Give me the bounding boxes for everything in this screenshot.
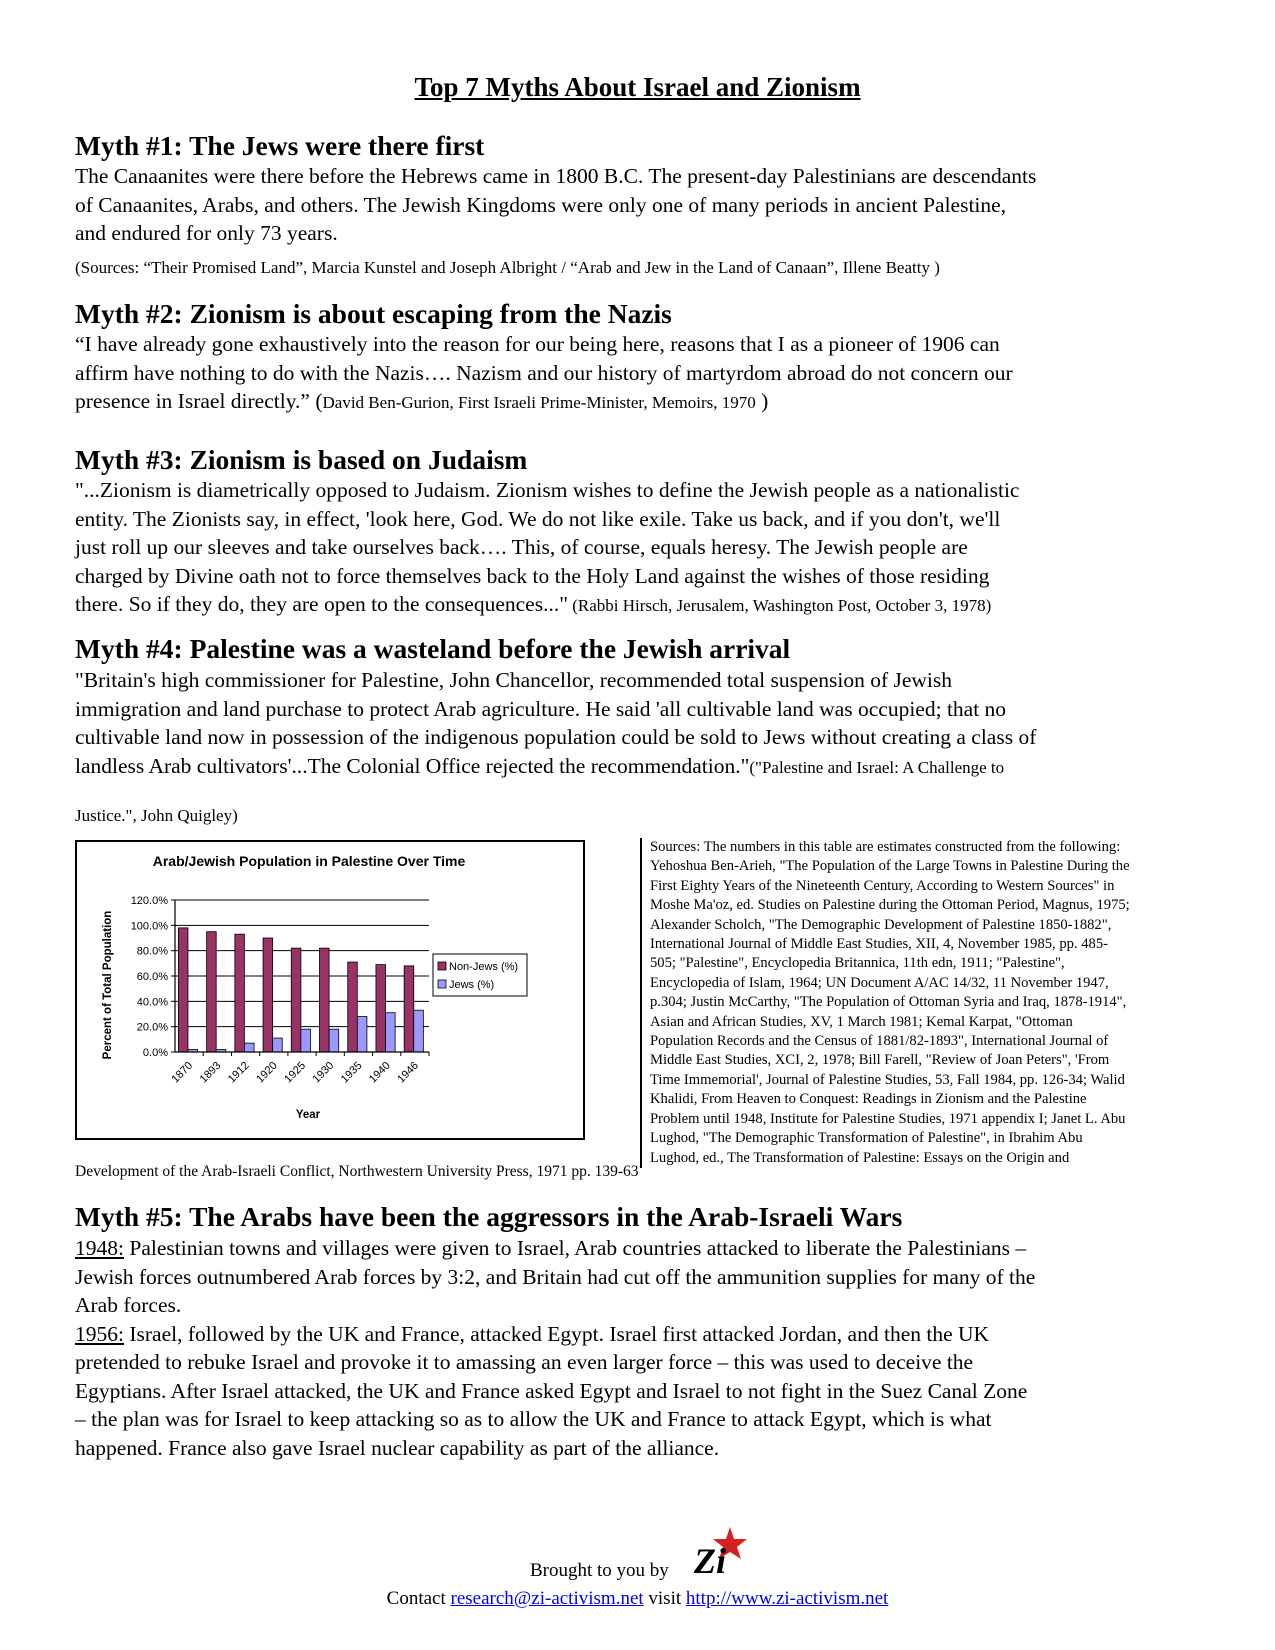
chart-bar: [207, 932, 217, 1052]
chart-x-tick-label: 1935: [338, 1059, 365, 1086]
logo-text: Zi: [694, 1541, 726, 1577]
myth3-line: entity. The Zionists say, in effect, 'look here, God. We do not like exile. Take us back, and if you don't, we'll: [75, 506, 1001, 531]
chart-x-tick-label: 1930: [310, 1059, 337, 1086]
myth5-heading: Myth #5: The Arabs have been the aggressors in the Arab-Israeli Wars: [75, 1201, 903, 1232]
myth1-line: The Canaanites were there before the Hebrews came in 1800 B.C. The present-day Palestinians are descendants: [75, 164, 1037, 188]
chart-bar: [178, 928, 188, 1052]
sources-line: Lughod, "The Demographic Transformation of Palestine", in Ibrahim Abu: [650, 1130, 1083, 1147]
myth3-line: charged by Divine oath not to force themselves back to the Holy Land against the wishes of those residing: [75, 563, 990, 588]
chart-legend-swatch: [438, 962, 446, 970]
population-chart: [75, 840, 585, 1140]
chart-y-tick-label: 80.0%: [136, 945, 168, 958]
sources-line: Lughod, ed., The Transformation of Palestine: Essays on the Origin and: [650, 1149, 1070, 1166]
sources-line: Problem until 1948, Institute for Palestine Studies, 1971 appendix I; Janet L. Abu: [650, 1110, 1126, 1127]
myth5-1956-first-line: [75, 1320, 1175, 1349]
sources-line: Yehoshua Ben-Arieh, "The Population of the Large Towns in Palestine During the: [650, 858, 1130, 875]
chart-x-tick-label: 1925: [282, 1059, 309, 1086]
sources-line: Moshe Ma'oz, ed. Studies on Palestine during the Ottoman Period, Magnus, 1975;: [650, 897, 1130, 914]
myth2-line: “I have already gone exhaustively into the reason for our being here, reasons that I as a pioneer of 1906 can: [75, 332, 1000, 356]
year-1956-label: 1956:: [75, 1321, 124, 1346]
chart-legend-label: Jews (%): [449, 979, 495, 991]
chart-x-tick-label: 1912: [225, 1059, 252, 1086]
chart-bar: [301, 1029, 311, 1052]
sources-line: Encyclopedia of Islam, 1964; UN Document A/AC 14/32, 11 November 1947,: [650, 974, 1109, 991]
chart-bar: [386, 1013, 396, 1052]
sources-line: First Eighty Years of the Nineteenth Century, According to Western Sources" in: [650, 877, 1115, 894]
myth4-citation-continued: Justice.", John Quigley): [75, 806, 238, 825]
visit-text: visit: [643, 1588, 686, 1609]
chart-y-tick-label: 120.0%: [130, 895, 168, 907]
chart-x-tick-label: 1920: [254, 1059, 280, 1086]
myth5-line: happened. France also gave Israel nuclear capability as part of the alliance.: [75, 1435, 720, 1460]
myth4-line: immigration and land purchase to protect Arab agriculture. He said 'all cultivable land was occupied; that no: [75, 696, 1007, 721]
chart-bar: [404, 966, 414, 1052]
chart-bars: [178, 928, 423, 1052]
chart-x-tick-label: 1940: [366, 1059, 393, 1086]
zi-logo-icon: [690, 1525, 752, 1577]
myth4-line-last: [75, 752, 1175, 783]
myth3-line: there. So if they do, they are open to the consequences...": [75, 592, 568, 616]
myth2-line-last: [75, 387, 1175, 418]
myth5-line: Israel, followed by the UK and France, attacked Egypt. Israel first attacked Jordan, and then the UK: [123, 1321, 990, 1346]
chart-y-tick-label: 40.0%: [136, 996, 168, 1009]
chart-bar: [376, 965, 386, 1052]
myth3-heading: Myth #3: Zionism is based on Judaism: [75, 444, 528, 475]
sources-line: Khalidi, From Heaven to Conquest: Readings in Zionism and the Palestine: [650, 1091, 1087, 1108]
myth1-body: [75, 162, 1175, 248]
chart-x-tick-label: 1870: [169, 1059, 196, 1086]
myth2-citation: David Ben-Gurion, First Israeli Prime-Minister, Memoirs, 1970: [322, 393, 756, 412]
chart-x-axis-label: Year: [295, 1109, 321, 1121]
contact-prefix: Contact: [386, 1588, 451, 1609]
myth2-heading: Myth #2: Zionism is about escaping from the Nazis: [75, 298, 672, 329]
chart-title: Arab/Jewish Population in Palestine Over Time: [152, 853, 466, 869]
website-link[interactable]: http://www.zi-activism.net: [685, 1588, 889, 1609]
sources-continuation: Development of the Arab-Israeli Conflict, Northwestern University Press, 1971 pp. 139-63: [75, 1163, 639, 1180]
chart-bar: [414, 1010, 424, 1052]
chart-bar: [263, 938, 273, 1052]
sources-line: p.304; Justin McCarthy, "The Population of Ottoman Syria and Iraq, 1878-1914",: [650, 994, 1127, 1011]
sources-line: Middle East Studies, XCI, 2, 1978; Bill Farell, "Review of Joan Peters", 'From: [650, 1052, 1110, 1069]
myth3-line-last: [75, 590, 1175, 621]
myth4-body: [75, 666, 1175, 782]
footer-contact: [0, 1588, 1275, 1610]
myth4-citation: ("Palestine and Israel: A Challenge to: [749, 757, 1005, 777]
chart-bar: [291, 948, 301, 1052]
chart-legend-swatch: [438, 980, 446, 988]
chart-x-tick-label: 1893: [197, 1059, 224, 1086]
myth4-line: "Britain's high commissioner for Palestine, John Chancellor, recommended total suspension of Jewish: [75, 668, 953, 692]
myth2-line: affirm have nothing to do with the Nazis…. Nazism and our history of martyrdom abroad do not concern our: [75, 360, 1013, 385]
myth5-line: – the plan was for Israel to keep attacking so as to allow the UK and France to attack Egypt, which is what: [75, 1407, 992, 1431]
sources-line: Time Immemorial', Journal of Palestine Studies, 53, Fall 1984, pp. 126-34; Walid: [650, 1071, 1125, 1088]
document-title: Top 7 Myths About Israel and Zionism: [414, 72, 861, 102]
myth2-body: [75, 330, 1175, 418]
email-link[interactable]: research@zi-activism.net: [450, 1588, 644, 1609]
chart-x-tick-label: 1946: [395, 1059, 422, 1086]
myth5-line: Egyptians. After Israel attacked, the UK and France asked Egypt and Israel to not fight in the Suez Canal Zone: [75, 1378, 1028, 1403]
myth5-line: Palestinian towns and villages were given to Israel, Arab countries attacked to liberate the Palestinians –: [123, 1236, 1027, 1260]
chart-bar: [235, 934, 245, 1052]
myth5-line: pretended to rebuke Israel and provoke it to amassing an even larger force – this was used to deceive the: [75, 1350, 974, 1374]
myth2-citation-close: ): [755, 389, 769, 413]
sources-line: International Journal of Middle East Studies, XII, 4, November 1985, pp. 485-: [650, 936, 1108, 953]
chart-bar: [319, 948, 329, 1052]
myth5-1948-first-line: [75, 1234, 1175, 1263]
footer-brought-by: Brought to you by: [530, 1560, 669, 1581]
chart-legend-label: Non-Jews (%): [449, 961, 519, 973]
chart-bar: [329, 1029, 339, 1052]
chart-y-tick-label: 100.0%: [130, 920, 168, 933]
chart-x-ticks: [169, 1052, 429, 1085]
chart-y-axis-label: Percent of Total Population: [102, 910, 114, 1060]
myth3-line: "...Zionism is diametrically opposed to Judaism. Zionism wishes to define the Jewish people as a nationalistic: [75, 478, 1020, 502]
sources-line: 505; "Palestine", Encyclopedia Britannica, 11th edn, 1911; "Palestine",: [650, 955, 1065, 972]
myth4-line: landless Arab cultivators'...The Colonial Office rejected the recommendation.": [75, 753, 750, 778]
myth5-line: Arab forces.: [75, 1293, 182, 1317]
myth4-heading: Myth #4: Palestine was a wasteland before the Jewish arrival: [75, 633, 791, 664]
myth4-line: cultivable land now in possession of the indigenous population could be sold to Jews without creating a class of: [75, 725, 1037, 749]
myth1-line: and endured for only 73 years.: [75, 221, 338, 245]
sources-line: Population Records and the Census of 1881/82-1893", International Journal of: [650, 1033, 1109, 1050]
myth5-body: [75, 1234, 1175, 1462]
myth5-line: Jewish forces outnumbered Arab forces by 3:2, and Britain had cut off the ammunition supplies for many of the: [75, 1264, 1036, 1289]
sources-line: Alexander Scholch, "The Demographic Development of Palestine 1850-1882",: [650, 916, 1112, 933]
myth3-citation: (Rabbi Hirsch, Jerusalem, Washington Post, October 3, 1978): [567, 596, 992, 615]
chart-bar: [357, 1017, 367, 1052]
chart-canvas: [77, 842, 583, 1138]
myth3-line: just roll up our sleeves and take ourselves back…. This, of course, equals heresy. The Jewish people are: [75, 535, 968, 559]
chart-y-tick-label: 60.0%: [136, 971, 168, 983]
chart-sources: [640, 838, 1210, 1168]
chart-bar: [273, 1038, 283, 1052]
chart-y-ticks: [131, 895, 175, 1059]
year-1948-label: 1948:: [75, 1236, 124, 1260]
myth1-heading: Myth #1: The Jews were there first: [75, 130, 485, 161]
myth2-line: presence in Israel directly.” (: [75, 389, 323, 413]
sources-line: Asian and African Studies, XV, 1 March 1981; Kemal Karpat, "Ottoman: [650, 1013, 1073, 1030]
myth3-body: [75, 476, 1175, 621]
myth1-line: of Canaanites, Arabs, and others. The Jewish Kingdoms were only one of many periods in ancient Palestine,: [75, 192, 1007, 217]
sources-line: Sources: The numbers in this table are estimates constructed from the following:: [650, 839, 1121, 855]
chart-bar: [244, 1043, 254, 1052]
myth1-sources: (Sources: “Their Promised Land”, Marcia Kunstel and Joseph Albright / “Arab and Jew in the Land of Canaan”, Illene Beatty ): [75, 258, 940, 277]
chart-legend: [433, 954, 527, 996]
chart-y-tick-label: 20.0%: [136, 1021, 168, 1034]
chart-bar: [348, 962, 358, 1052]
chart-y-tick-label: 0.0%: [142, 1047, 168, 1059]
